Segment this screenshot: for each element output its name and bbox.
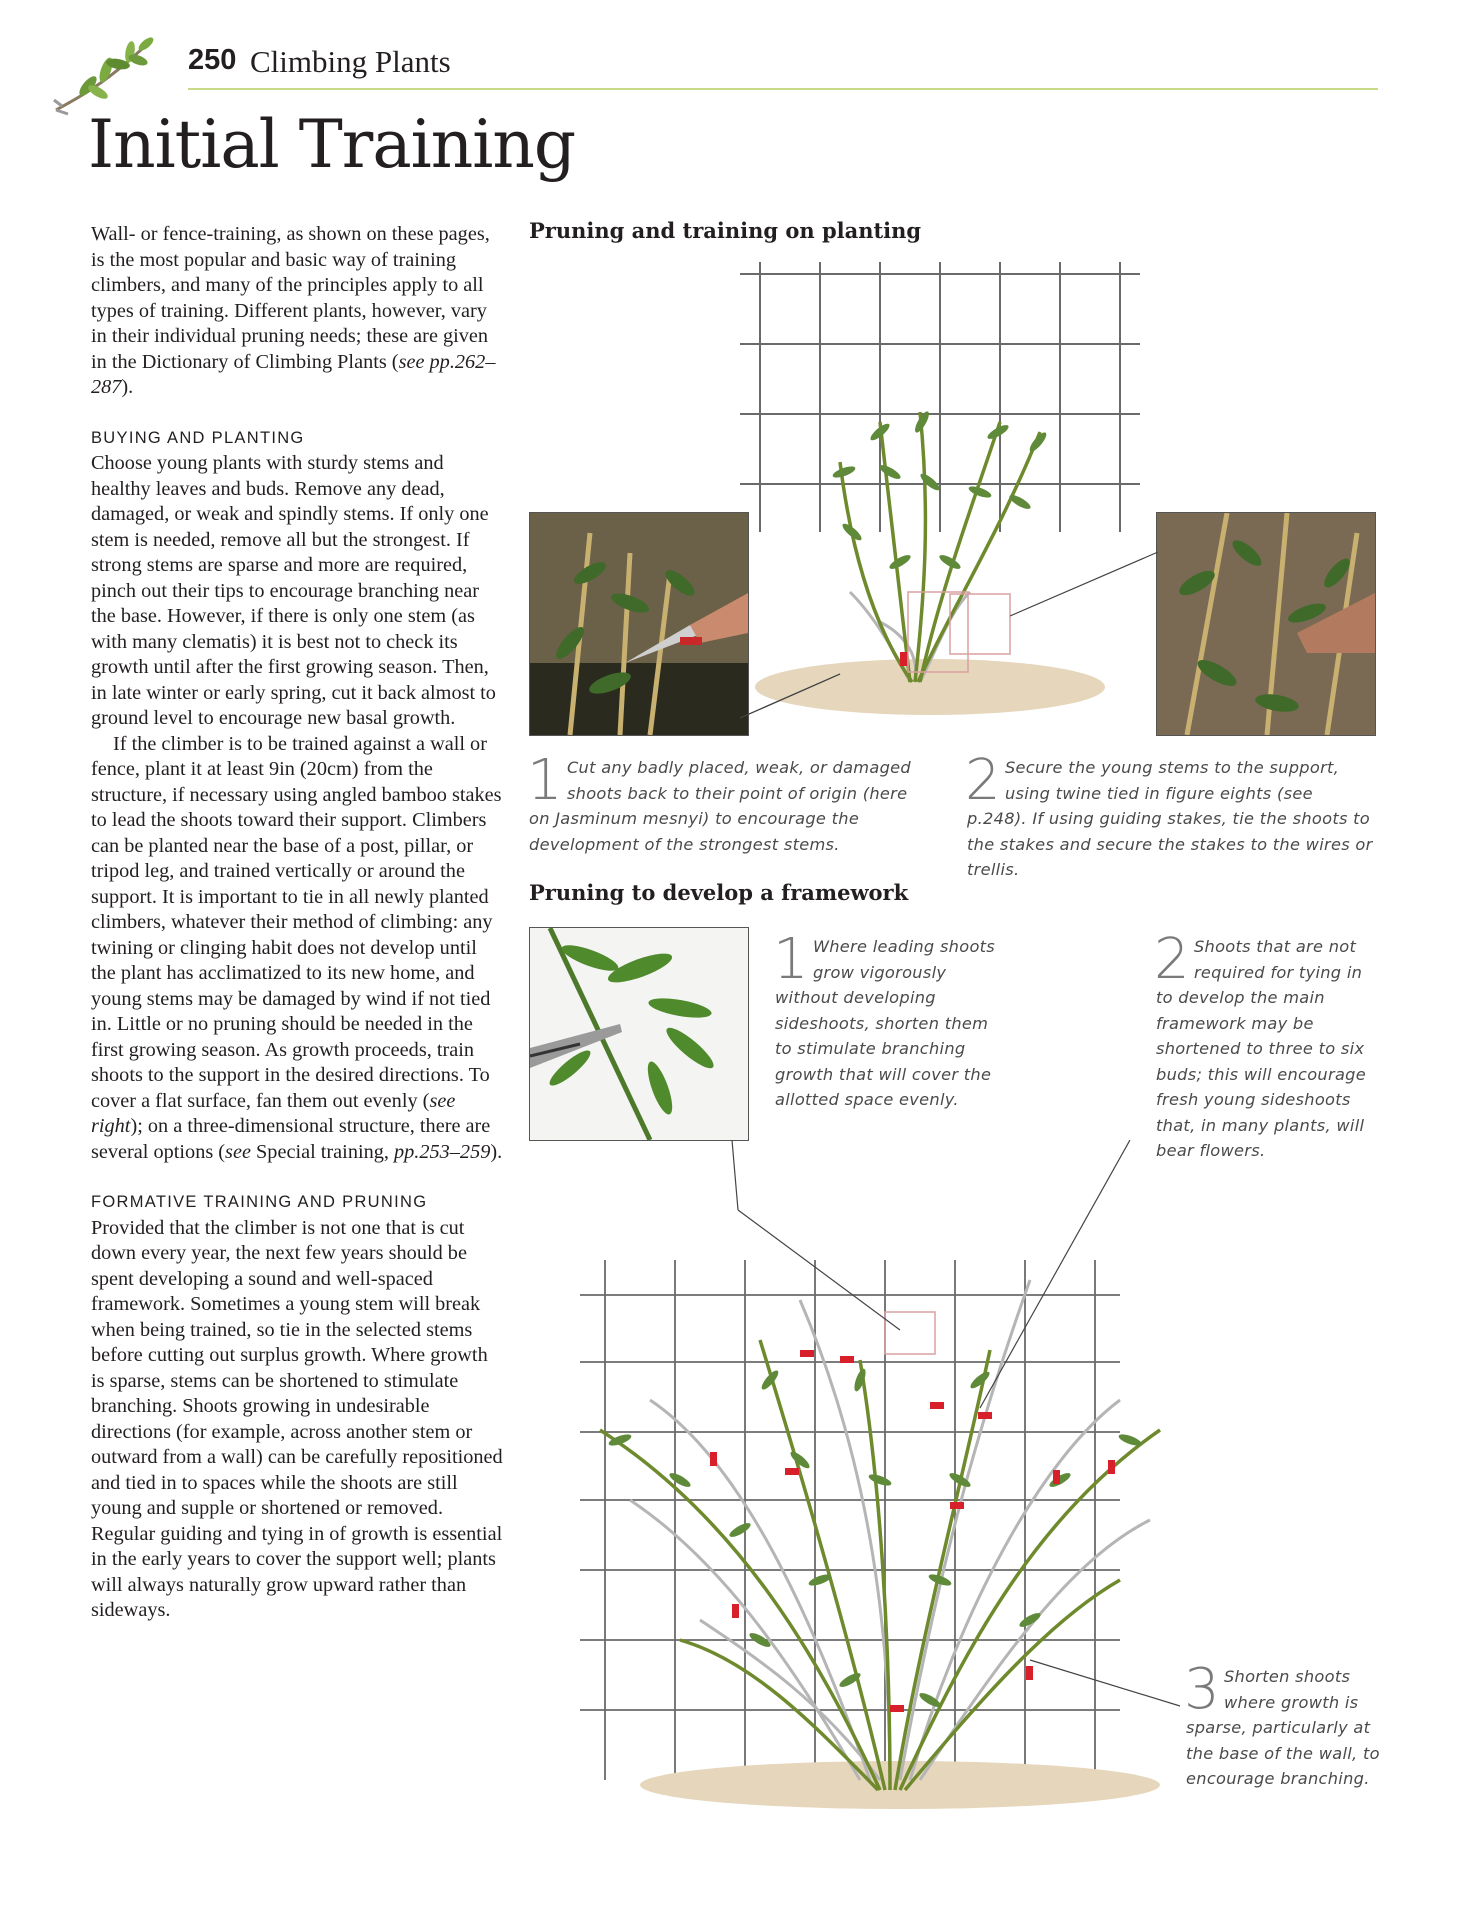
step-number: 3 (1184, 1657, 1220, 1722)
leaves (607, 1367, 1142, 1709)
step-number: 1 (773, 927, 809, 992)
framework-step-1-caption: 1 Where leading shoots grow vigorously without developing sideshoots, shorten them to stimulate branching growth that will cover the allotted space evenly. (773, 927, 996, 1109)
formative-heading: FORMATIVE TRAINING AND PRUNING (91, 1193, 428, 1211)
framework-stems (600, 1340, 1160, 1790)
photo-connector-lines (740, 540, 1040, 740)
photo-shortening-shoot (529, 927, 749, 1141)
page-number: 250 (188, 44, 237, 76)
framework-section-heading: Pruning to develop a framework (529, 880, 909, 905)
formative-paragraph: Provided that the climber is not one that is cut down every year, the next few years should be spent developing a sound and well-spaced framework. Sometimes a young stem will break when being trained, so tie in the selected stems before cutting out surplus growth. Where growth is sparse, stems can be shortened to stimulate branching. Shoots growing in undesirable directions (for example, across another stem or outward from a wall) can be carefully repositioned and tied in to spaces while the shoots are still young and supple or shortened or removed. Regular guiding and tying in of growth is essential in the early years to cover the support well; plants will always naturally grow upward rather than sideways. (91, 1216, 503, 1621)
buying-paragraph-1: Choose young plants with sturdy stems and healthy leaves and buds. Remove any dead, damaged, or weak and spindly stems. If only one stem is needed, remove all but the strongest. If strong stems are sparse and more are required, pinch out their tips to encourage branching near the base. However, if there is only one stem (as with many clematis) it is best not to check its growth until after the first growing season. Then, in late winter or early spring, cut it back almost to ground level to encourage new basal growth. (91, 452, 496, 729)
planting-step-2-caption: 2 Secure the young stems to the support, using twine tied in figure eights (see p.248). If using guiding stakes, tie the shoots to the stakes and secure the stakes to the wires or trellis. (965, 748, 1373, 879)
photo-tying-stems (1156, 512, 1376, 736)
framework-step-2-caption: 2 Shoots that are not required for tying in to develop the main framework may be shortened to three to six buds; this will encourage fresh young sideshoots that, in many plants, will bear flowers. (1154, 927, 1366, 1160)
step-number: 1 (527, 748, 563, 813)
step-number: 2 (965, 748, 1001, 813)
buying-paragraph-2: If the climber is to be trained against a wall or fence, plant it at least 9in (20cm) from the structure, if necessary using angled bamboo stakes to lead the shoots toward their support. Climbers can be planted near the base of a post, pillar, or tripod leg, and trained vertically or around the support. It is important to tie in all newly planted climbers, whatever their method of climbing: any twining or clinging habit does not develop until the plant has acclimatized to its new home, and young stems may be damaged by wind if not tied in. Little or no pruning should be needed in the first growing season. As growth proceeds, train shoots to the support in the desired directions. To cover a flat surface, fan them out evenly (see right); on a three-dimensional structure, there are several options (see Special training, pp.253–259). (91, 732, 503, 1163)
planting-section-heading: Pruning and training on planting (529, 218, 922, 243)
intro-paragraph: Wall- or fence-training, as shown on these pages, is the most popular and basic way of training climbers, and many of the principles apply to all types of training. Different plants, however, vary in their individual pruning needs; these are given in the Dictionary of Climbing Plants (see pp.262–287). (91, 223, 496, 398)
photo-cutting-shoots (529, 512, 749, 736)
page-title: Initial Training (88, 106, 576, 183)
trellis-grid (580, 1260, 1120, 1780)
buying-planting-heading: BUYING AND PLANTING (91, 428, 305, 447)
photo2-connector-line (1010, 550, 1160, 630)
framework-illustration (560, 1140, 1200, 1810)
step-number: 2 (1154, 927, 1190, 992)
header-rule (188, 88, 1378, 90)
ties (710, 1350, 1115, 1712)
framework-step-3-caption: 3 Shorten shoots where growth is sparse, particularly at the base of the wall, to encourage branching. (1184, 1657, 1380, 1788)
section-title: Climbing Plants (250, 44, 451, 79)
planting-step-1-caption: 1 Cut any badly placed, weak, or damaged shoots back to their point of origin (here on Jasminum mesnyi) to encourage the development of the strongest stems. (527, 748, 911, 854)
body-text-column (91, 222, 503, 1624)
